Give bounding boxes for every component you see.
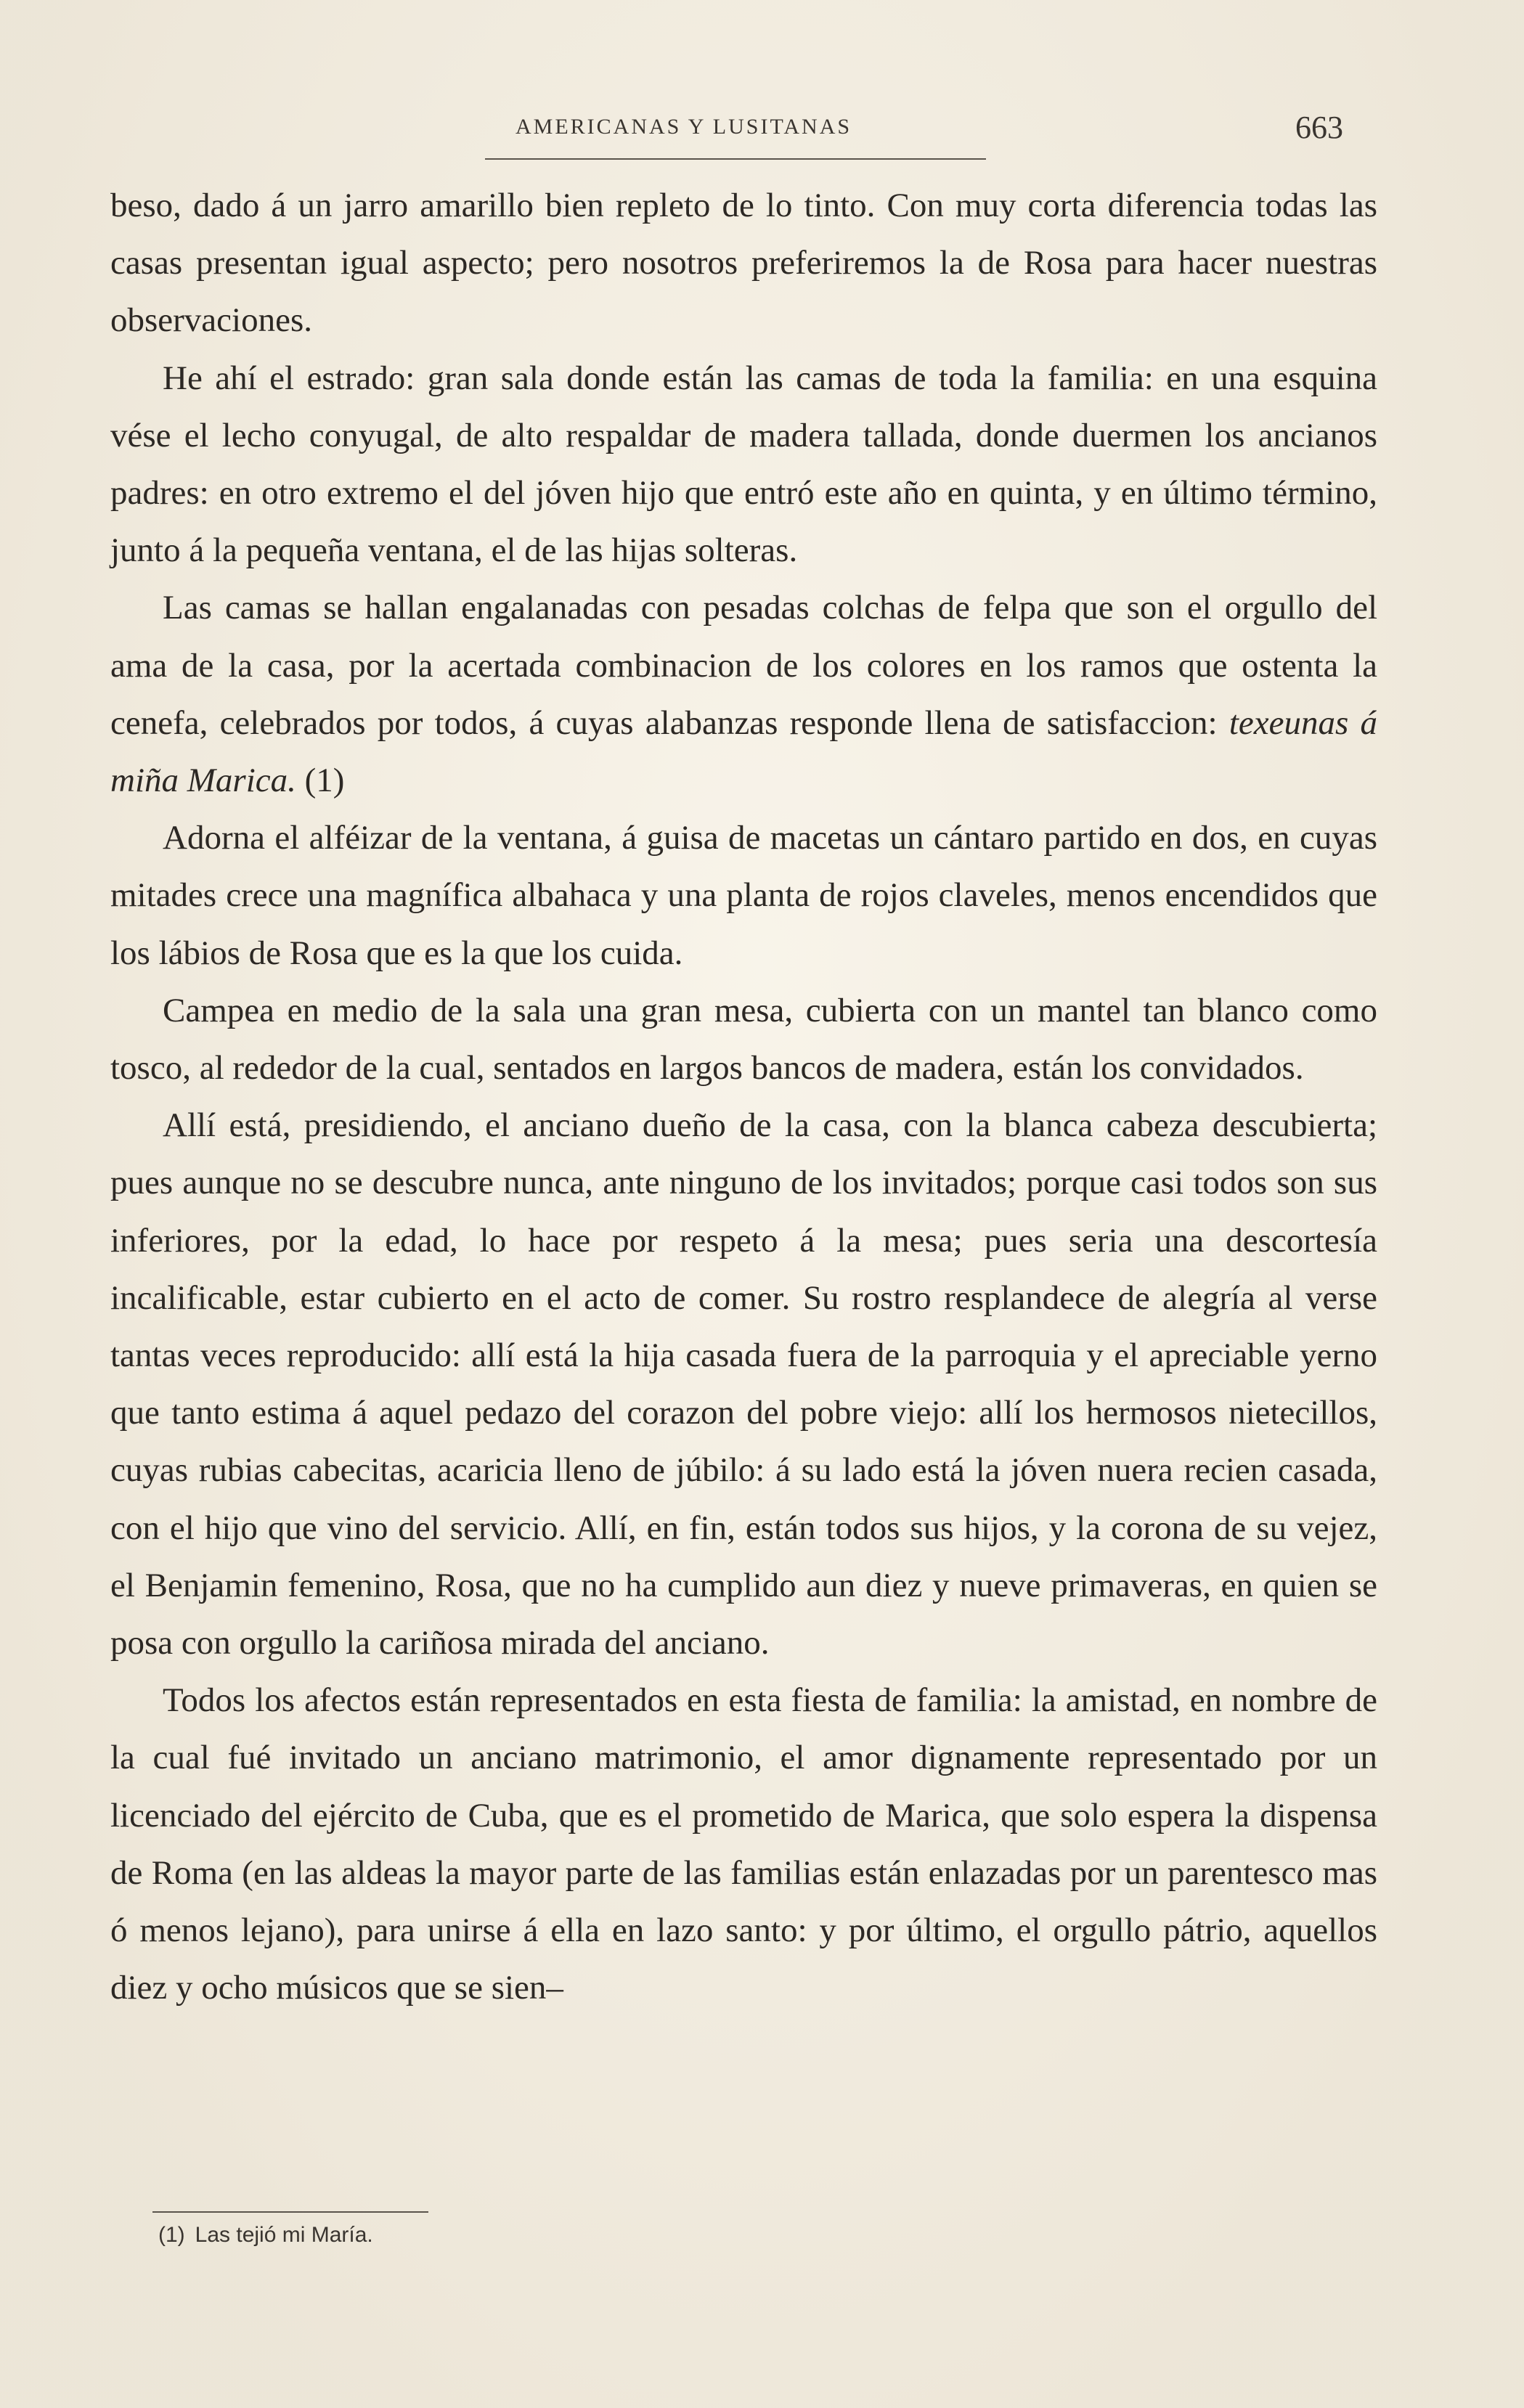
paragraph-3-text: Las camas se hallan engalanadas con pesadas colchas de felpa que son el orgullo del ama de la casa, por la acertada combinacion de los colores en los ramos que ostenta la cenefa, celebrados por todos, á cuyas alabanzas responde llena de satisfaccion: [110,589,1377,742]
footnote-mark: (1) [158,2223,185,2247]
paragraph-1: beso, dado á un jarro amarillo bien repleto de lo tinto. Con muy corta diferencia todas las casas presentan igual aspecto; pero nosotros preferiremos la de Rosa para hacer nuestras observaciones. [110,187,1377,340]
paragraph-3-italic-quote: texeunas á miña Marica. [110,703,1378,800]
footnote-rule [152,2211,428,2213]
footnote-text: Las tejió mi María. [195,2223,373,2247]
page-header [494,109,1343,160]
paragraph-3 [110,579,1377,809]
paragraph-2: He ahí el estrado: gran sala donde están las camas de toda la familia: en una esquina vése el lecho conyugal, de alto respaldar de madera tallada, donde duermen los ancianos padres: en otro extremo el del jóven hijo que entró este año en quinta, y en último término, junto á la pequeña ventana, el de las hijas solteras. [110,359,1377,570]
footnote-reference: (1) [304,762,345,800]
footnote [158,2223,373,2248]
page-number: 663 [1295,110,1343,145]
paragraph-7: Todos los afectos están representados en esta fiesta de familia: la amistad, en nombre de la cual fué invitado un anciano matrimonio, el amor dignamente representado por un licenciado del ejército de Cuba, que es el prometido de Marica, que solo espera la dispensa de Roma (en las aldeas la mayor parte de las familias están enlazadas por un parentesco mas ó menos lejano), para unirse á ella en lazo santo: y por último, el orgullo pátrio, aquellos diez y ocho músicos que se sien– [110,1681,1377,2007]
paragraph-5: Campea en medio de la sala una gran mesa, cubierta con un mantel tan blanco como tosco, al rededor de la cual, sentados en largos bancos de madera, están los convidados. [110,991,1377,1087]
paragraph-6: Allí está, presidiendo, el anciano dueño de la casa, con la blanca cabeza descubierta; pues aunque no se descubre nunca, ante ninguno de los invitados; porque casi todos son sus inferiores, por la edad, lo hace por respeto á la mesa; pues seria una descortesía incalificable, estar cubierto en el acto de comer. Su rostro resplandece de alegría al verse tantas veces reproducido: allí está la hija casada fuera de la parroquia y el apreciable yerno que tanto estima á aquel pedazo del corazon del pobre viejo: allí los hermosos nietecillos, cuyas rubias cabecitas, acaricia lleno de júbilo: á su lado está la jóven nuera recien casada, con el hijo que vino del servicio. Allí, en fin, están todos sus hijos, y la corona de su vejez, el Benjamin femenino, Rosa, que no ha cumplido aun diez y nueve primaveras, en quien se posa con orgullo la cariñosa mirada del anciano. [110,1106,1377,1662]
header-rule [485,158,986,160]
running-head: AMERICANAS Y LUSITANAS [516,115,852,139]
body-text [110,177,1377,2017]
paragraph-4: Adorna el alféizar de la ventana, á guisa de macetas un cántaro partido en dos, en cuyas mitades crece una magnífica albahaca y una planta de rojos claveles, menos encendidos que los lábios de Rosa que es la que los cuida. [110,819,1377,972]
